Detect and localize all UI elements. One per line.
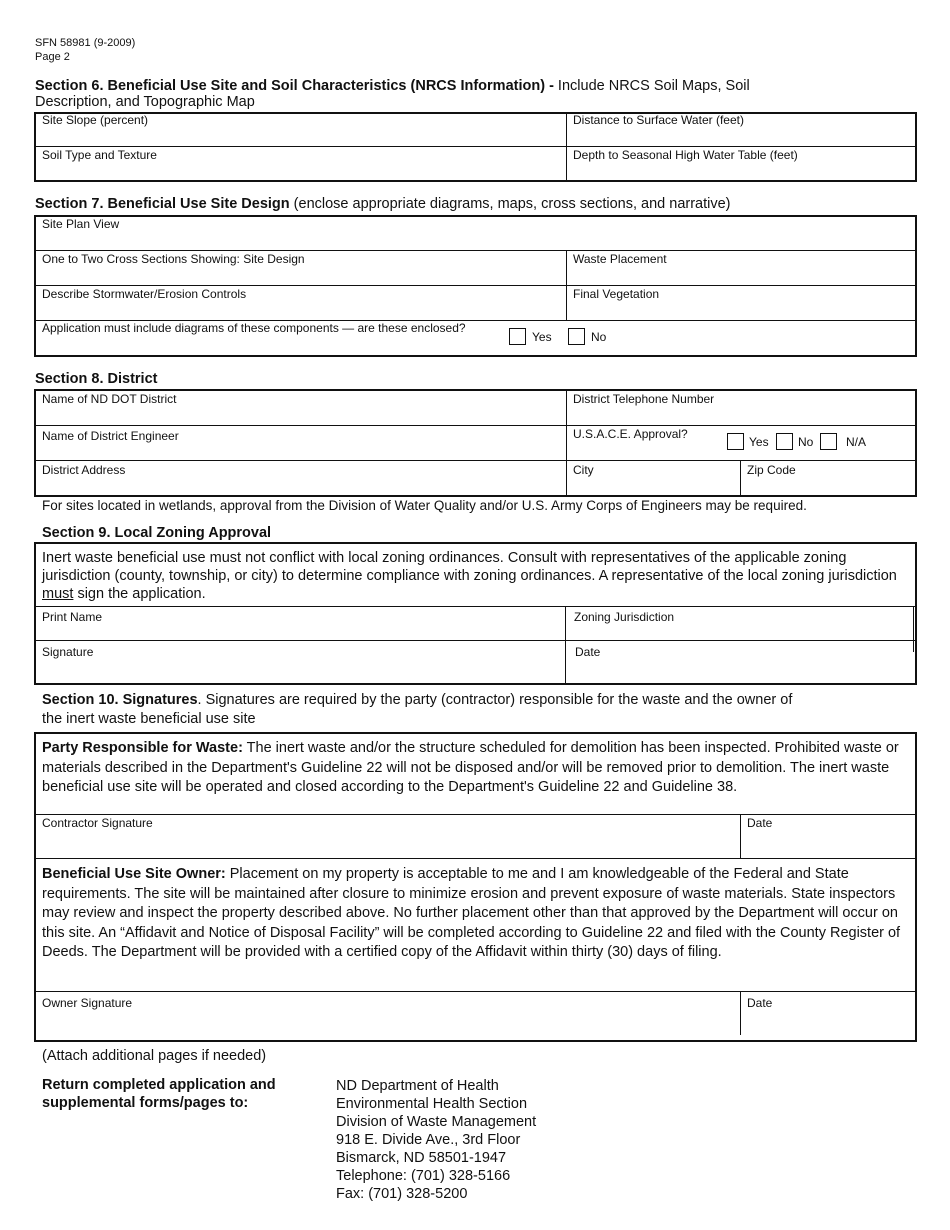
form-id: SFN 58981 (9-2009)	[35, 37, 136, 49]
section-8-title: Section 8. District	[35, 371, 158, 387]
site-slope-field[interactable]: Site Slope (percent)	[42, 113, 149, 127]
contractor-signature-field[interactable]: Contractor Signature	[42, 816, 153, 830]
print-name-field[interactable]: Print Name	[42, 610, 103, 624]
section-9-title: Section 9. Local Zoning Approval	[42, 525, 272, 541]
usace-na-checkbox[interactable]	[820, 433, 837, 450]
district-phone-field[interactable]: District Telephone Number	[573, 392, 715, 406]
section-6-table	[34, 112, 917, 182]
usace-na-label: N/A	[846, 435, 867, 449]
attach-note: (Attach additional pages if needed)	[42, 1048, 267, 1064]
wetlands-note: For sites located in wetlands, approval from the Division of Water Quality and/or U.S. Army Corps of Engineers may be required.	[42, 498, 807, 513]
stormwater-controls-field[interactable]: Describe Stormwater/Erosion Controls	[42, 287, 247, 301]
waste-placement-field[interactable]: Waste Placement	[573, 252, 667, 266]
zoning-signature-field[interactable]: Signature	[42, 645, 94, 659]
address-phone: Telephone: (701) 328-5166	[336, 1168, 511, 1184]
cross-sections-field[interactable]: One to Two Cross Sections Showing: Site Design	[42, 252, 305, 266]
soil-type-field[interactable]: Soil Type and Texture	[42, 148, 157, 162]
address-fax: Fax: (701) 328-5200	[336, 1186, 468, 1202]
zoning-date-field[interactable]: Date	[575, 645, 601, 659]
district-address-field[interactable]: District Address	[42, 463, 126, 477]
zoning-jurisdiction-field[interactable]: Zoning Jurisdiction	[574, 610, 675, 624]
page-number: Page 2	[35, 51, 70, 63]
site-plan-view-field[interactable]: Site Plan View	[42, 217, 120, 231]
address-line: ND Department of Health	[336, 1078, 499, 1094]
city-field[interactable]: City	[573, 463, 594, 477]
zoning-instructions: Inert waste beneficial use must not conflict with local zoning ordinances. Consult with representatives of the applicable zoning jurisdiction (county, township, or city) to determine compliance with zoning ordinances. A representative of the local zoning jurisdiction must sign the application.	[42, 550, 897, 602]
usace-yes-label: Yes	[749, 435, 769, 449]
final-vegetation-field[interactable]: Final Vegetation	[573, 287, 660, 301]
distance-to-surface-water-field[interactable]: Distance to Surface Water (feet)	[573, 113, 744, 127]
address-line: 918 E. Divide Ave., 3rd Floor	[336, 1132, 521, 1148]
district-engineer-field[interactable]: Name of District Engineer	[42, 429, 179, 443]
return-heading-line2: supplemental forms/pages to:	[42, 1095, 249, 1111]
usace-no-label: No	[798, 435, 814, 449]
section-6-title-line2: Description, and Topographic Map	[35, 94, 255, 110]
contractor-date-field[interactable]: Date	[747, 816, 773, 830]
section-6-title: Section 6. Beneficial Use Site and Soil Characteristics (NRCS Information) - Include NRCS Soil Maps, Soil	[35, 78, 750, 94]
diagrams-yes-label: Yes	[532, 330, 552, 344]
usace-yes-checkbox[interactable]	[727, 433, 744, 450]
section-10-title-line2: the inert waste beneficial use site	[42, 711, 256, 727]
diagrams-no-checkbox[interactable]	[568, 328, 585, 345]
usace-approval-label: U.S.A.C.E. Approval?	[573, 427, 688, 441]
address-line: Bismarck, ND 58501-1947	[336, 1150, 507, 1166]
zip-code-field[interactable]: Zip Code	[747, 463, 796, 477]
owner-date-field[interactable]: Date	[747, 996, 773, 1010]
section-7-title: Section 7. Beneficial Use Site Design (enclose appropriate diagrams, maps, cross sections, and narrative)	[35, 196, 731, 212]
diagrams-yes-checkbox[interactable]	[509, 328, 526, 345]
diagrams-no-label: No	[591, 330, 607, 344]
address-line: Division of Waste Management	[336, 1114, 537, 1130]
party-responsible-statement: Party Responsible for Waste: The inert waste and/or the structure scheduled for demolition has been inspected. Prohibited waste or materials described in the Department's Guideline 22 will not be disposed and/or will be removed prior to demolition. The inert waste beneficial use site will be operated and closed according to the Department's Guideline 22 and Guideline 38.	[42, 740, 899, 795]
address-line: Environmental Health Section	[336, 1096, 528, 1112]
site-owner-statement: Beneficial Use Site Owner: Placement on my property is acceptable to me and I am knowledgeable of the Federal and State requirements. The site will be maintained after closure to minimize erosion and prevent exposure of waste materials. State inspectors may review and inspect the property described above. No further placement other than that approved by the Department will occur on this site. An “Affidavit and Notice of Disposal Facility” will be completed according to Guideline 22 and filed with the County Register of Deeds. The Department will be provided with a certified copy of the Affidavit within thirty (30) days of filing.	[42, 866, 901, 960]
diagrams-question: Application must include diagrams of these components — are these enclosed?	[42, 321, 466, 335]
section-7-table	[34, 215, 917, 357]
mailing-address	[336, 1077, 536, 1203]
depth-water-table-field[interactable]: Depth to Seasonal High Water Table (feet)	[573, 148, 798, 162]
return-heading-line1: Return completed application and	[42, 1077, 276, 1093]
district-name-field[interactable]: Name of ND DOT District	[42, 392, 177, 406]
owner-signature-field[interactable]: Owner Signature	[42, 996, 133, 1010]
usace-no-checkbox[interactable]	[776, 433, 793, 450]
section-10-title: Section 10. Signatures. Signatures are required by the party (contractor) responsible for the waste and the owner of	[42, 692, 793, 708]
